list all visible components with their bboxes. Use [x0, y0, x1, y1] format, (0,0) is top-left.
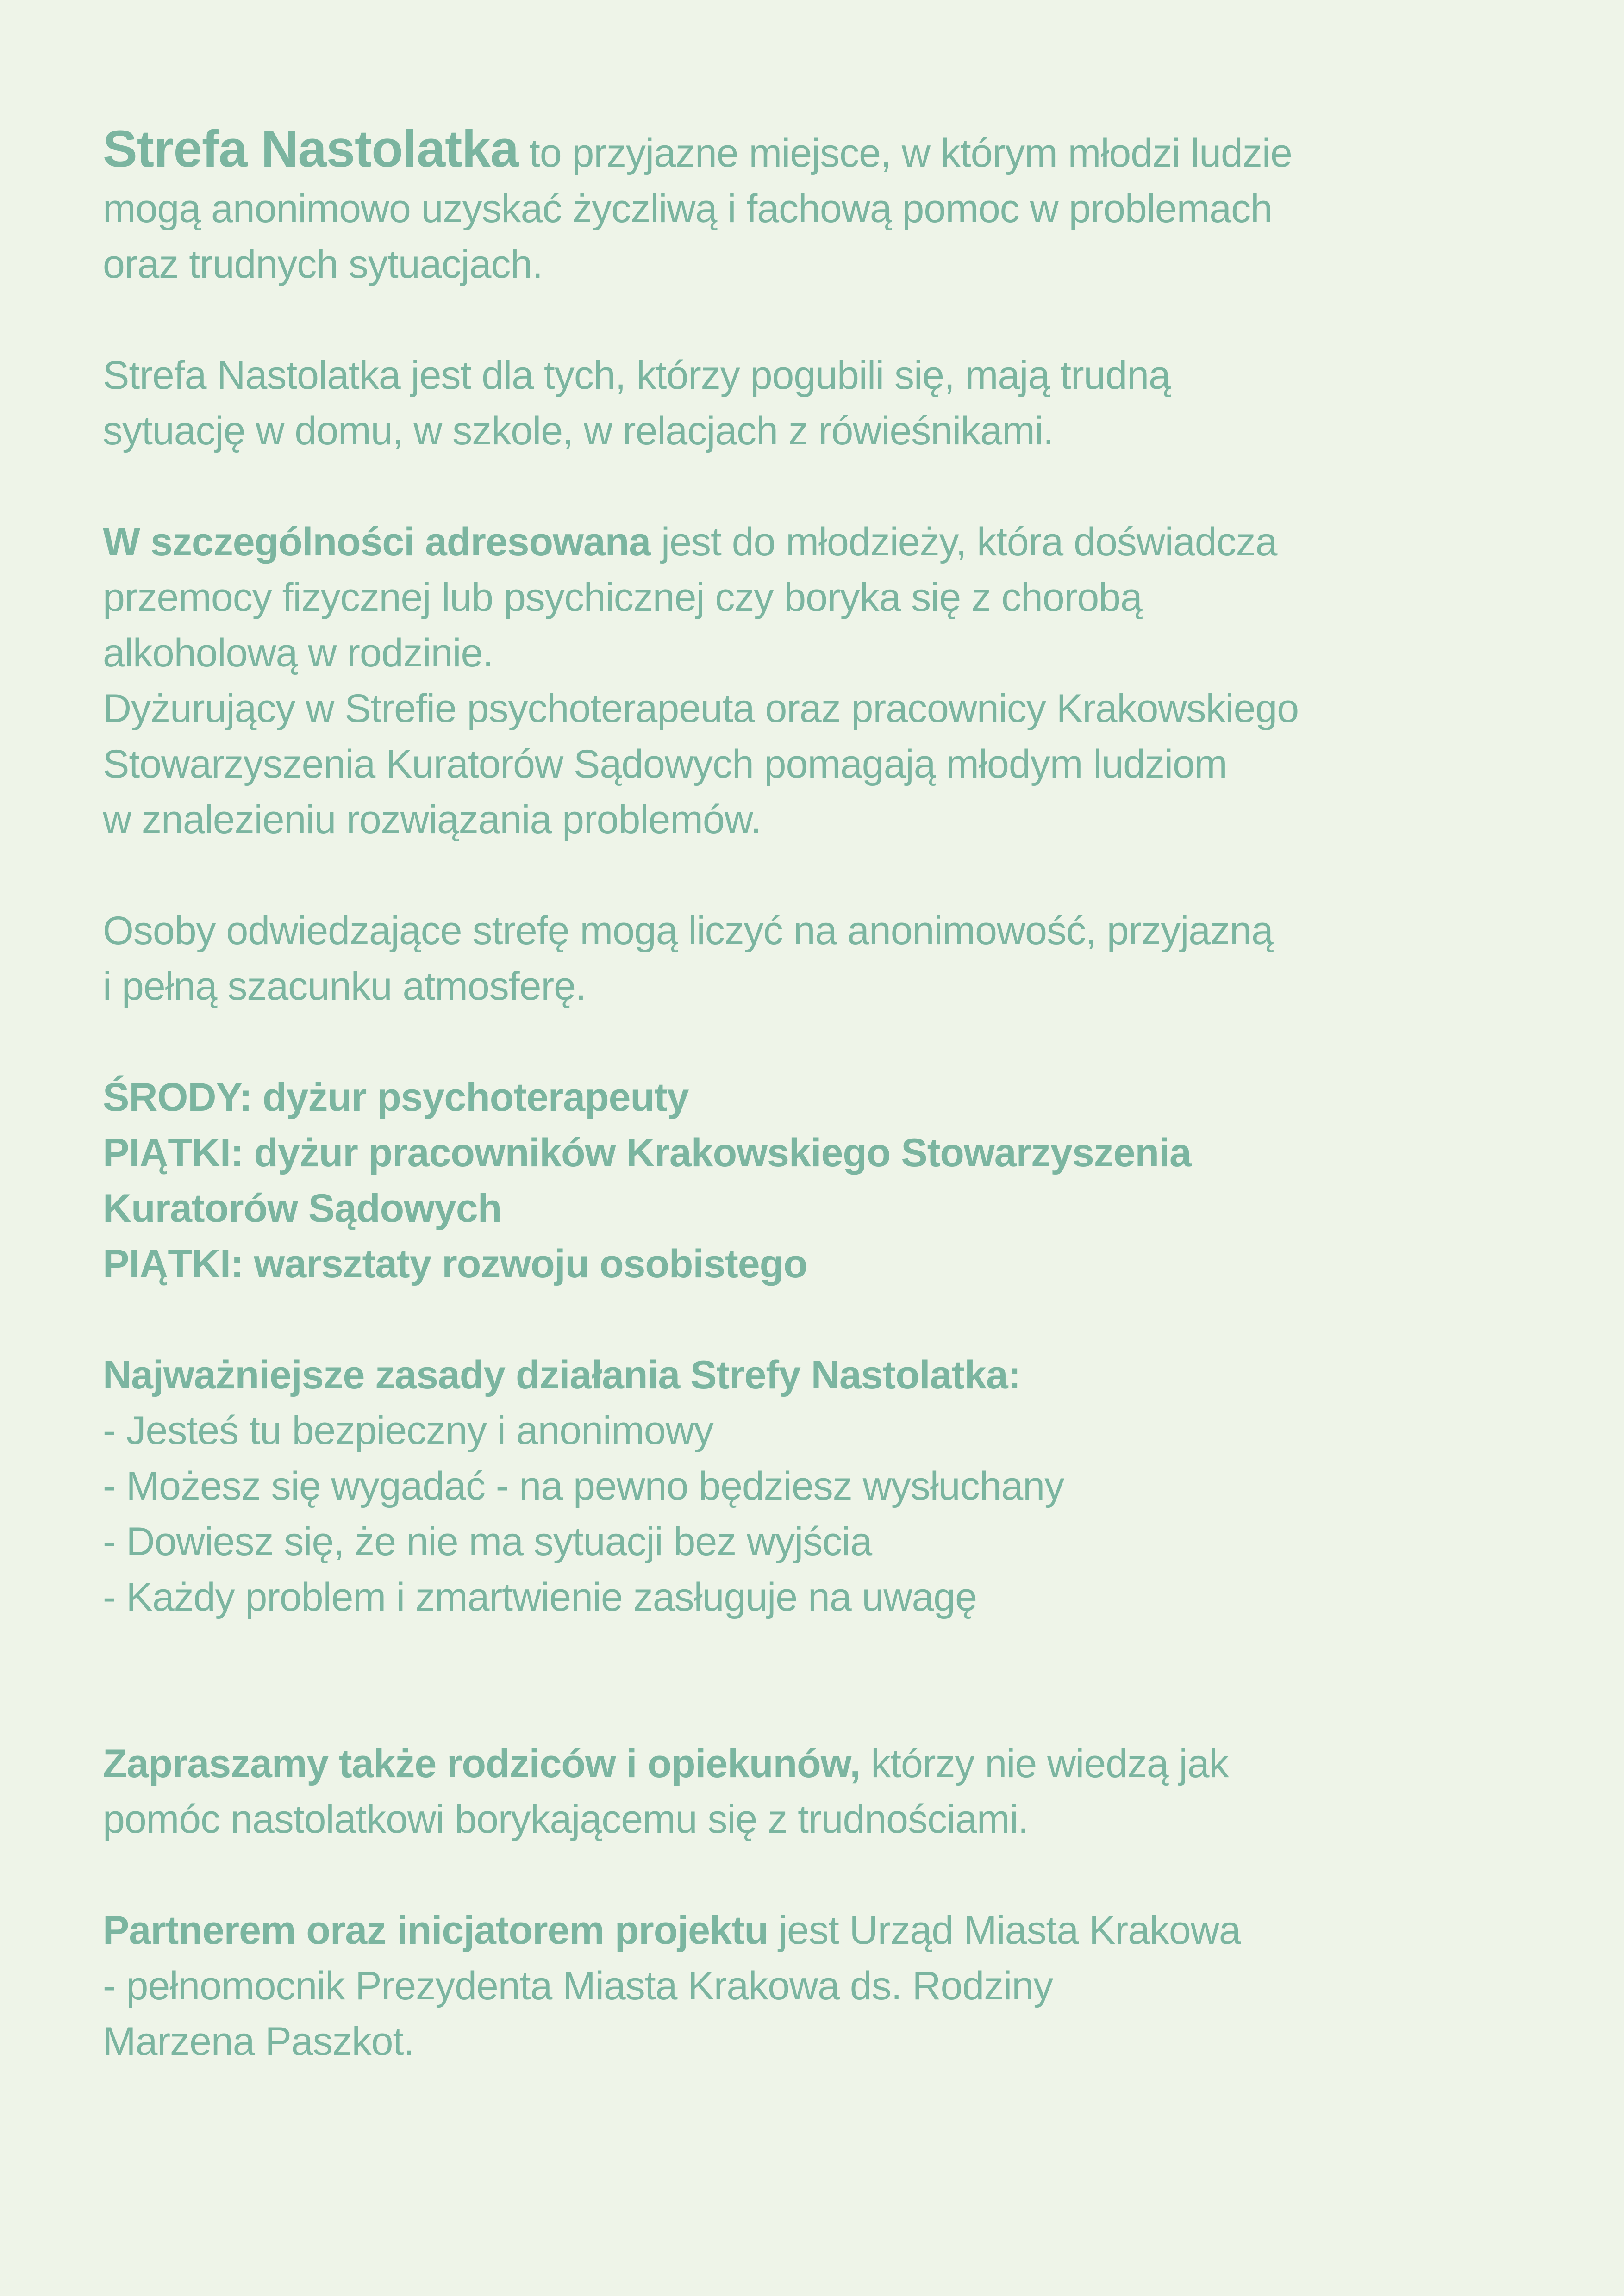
- atmosphere-line-2: i pełną szacunku atmosferę.: [103, 964, 586, 1008]
- target-line-5: Stowarzyszenia Kuratorów Sądowych pomagają młodym ludziom: [103, 742, 1227, 786]
- intro-line-3: oraz trudnych sytuacjach.: [103, 242, 543, 286]
- parents-line-2: pomóc nastolatkowi borykającemu się z trudnościami.: [103, 1797, 1029, 1842]
- atmosphere-line-1: Osoby odwiedzające strefę mogą liczyć na anonimowość, przyjazną: [103, 908, 1273, 953]
- parents-line-1: [103, 1736, 1538, 1792]
- schedule-wednesday-text: ŚRODY: dyżur psychoterapeuty: [103, 1075, 689, 1120]
- schedule-friday-duty: [103, 1125, 1538, 1181]
- rule-item: - Możesz się wygadać - na pewno będziesz wysłuchany: [103, 1464, 1064, 1508]
- target-line-4: Dyżurujący w Strefie psychoterapeuta oraz pracownicy Krakowskiego: [103, 686, 1299, 731]
- rules-heading: [103, 1347, 1538, 1403]
- partner-text-1: jest Urząd Miasta Krakowa: [768, 1908, 1241, 1953]
- schedule-wednesday: [103, 1070, 1538, 1125]
- intro-title: Strefa Nastolatka: [103, 120, 519, 178]
- target-line-1: [103, 514, 1538, 570]
- schedule-section: [103, 1070, 1538, 1292]
- audience-line-2: sytuację w domu, w szkole, w relacjach z rówieśnikami.: [103, 409, 1054, 453]
- spacer: [103, 1625, 1538, 1736]
- parents-bold: Zapraszamy także rodziców i opiekunów,: [103, 1742, 861, 1786]
- schedule-friday-duty-cont-text: Kuratorów Sądowych: [103, 1186, 502, 1231]
- audience-line-1: Strefa Nastolatka jest dla tych, którzy pogubili się, mają trudną: [103, 353, 1170, 398]
- atmosphere-section: [103, 903, 1538, 1014]
- schedule-friday-duty-cont: [103, 1181, 1538, 1236]
- spacer: [103, 1292, 1538, 1347]
- intro-section: [103, 121, 1538, 292]
- partner-line-2: - pełnomocnik Prezydenta Miasta Krakowa ds. Rodziny: [103, 1964, 1053, 2008]
- rule-item: - Jesteś tu bezpieczny i anonimowy: [103, 1408, 713, 1453]
- target-line-2: przemocy fizycznej lub psychicznej czy boryka się z chorobą: [103, 575, 1142, 620]
- rules-heading-text: Najważniejsze zasady działania Strefy Nastolatka:: [103, 1353, 1021, 1397]
- partner-bold: Partnerem oraz inicjatorem projektu: [103, 1908, 768, 1953]
- parents-text-1: którzy nie wiedzą jak: [860, 1742, 1229, 1786]
- spacer: [103, 847, 1538, 903]
- partner-section: [103, 1903, 1538, 2069]
- spacer: [103, 292, 1538, 348]
- audience-section: [103, 348, 1538, 459]
- partner-line-3: Marzena Paszkot.: [103, 2019, 414, 2064]
- target-section: [103, 514, 1538, 847]
- target-line-6: w znalezieniu rozwiązania problemów.: [103, 797, 761, 842]
- intro-line-2: mogą anonimowo uzyskać życzliwą i fachową pomoc w problemach: [103, 187, 1272, 231]
- spacer: [103, 1014, 1538, 1070]
- intro-line-1: [103, 121, 1538, 181]
- target-bold: W szczególności adresowana: [103, 520, 651, 564]
- rule-item: - Dowiesz się, że nie ma sytuacji bez wyjścia: [103, 1519, 872, 1564]
- parents-section: [103, 1736, 1538, 1847]
- intro-text-1: to przyjazne miejsce, w którym młodzi ludzie: [518, 131, 1292, 175]
- partner-line-1: [103, 1903, 1538, 1958]
- schedule-friday-duty-text: PIĄTKI: dyżur pracowników Krakowskiego Stowarzyszenia: [103, 1131, 1191, 1175]
- spacer: [103, 459, 1538, 514]
- rules-section: [103, 1347, 1538, 1625]
- rule-item: - Każdy problem i zmartwienie zasługuje na uwagę: [103, 1575, 977, 1619]
- document-body: [103, 121, 1538, 2069]
- schedule-friday-workshops-text: PIĄTKI: warsztaty rozwoju osobistego: [103, 1242, 807, 1286]
- target-line-3: alkoholową w rodzinie.: [103, 631, 493, 675]
- schedule-friday-workshops: [103, 1236, 1538, 1292]
- target-text-1: jest do młodzieży, która doświadcza: [650, 520, 1277, 564]
- spacer: [103, 1847, 1538, 1903]
